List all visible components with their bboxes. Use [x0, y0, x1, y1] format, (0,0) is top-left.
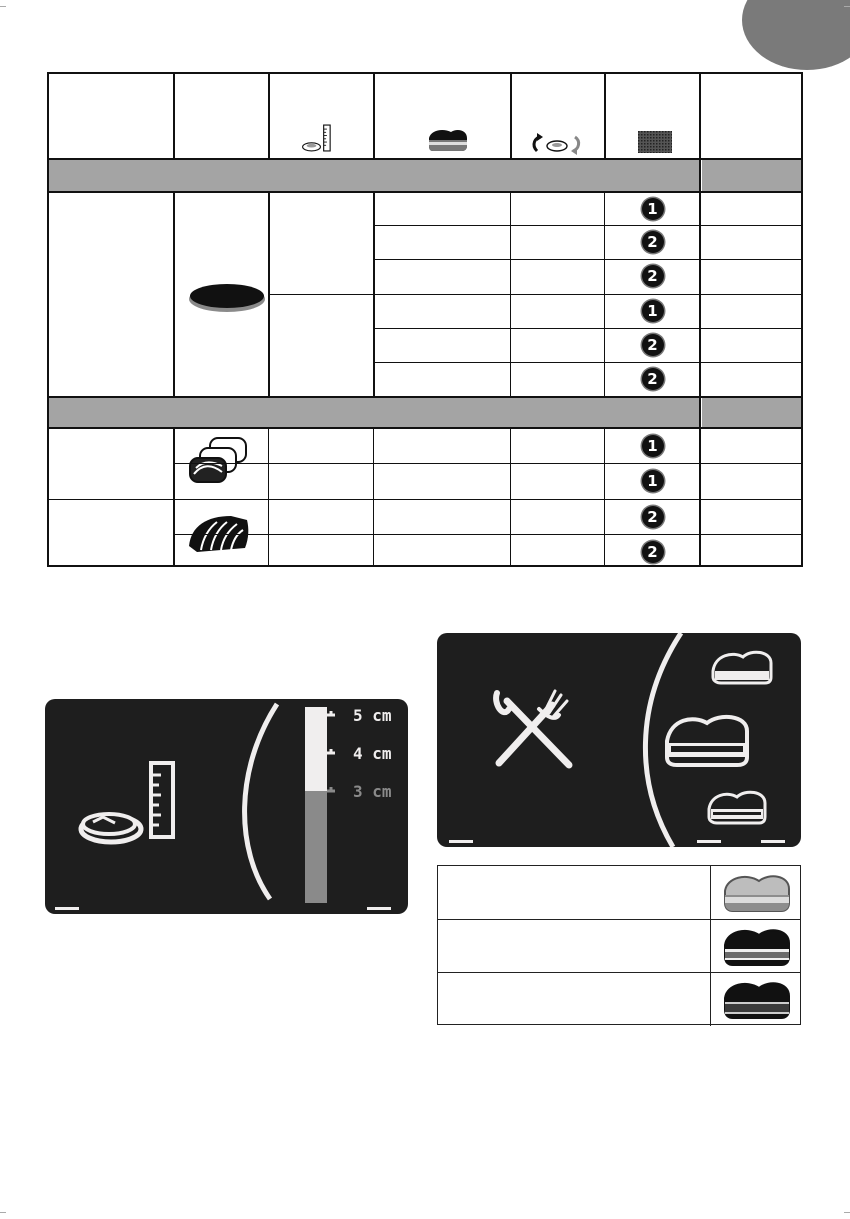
- plate-number-cell: [606, 463, 699, 498]
- turn-cell: [512, 328, 604, 362]
- medium-steak-icon: [667, 717, 747, 765]
- plate-number-cell: [606, 192, 699, 226]
- time-cell: [701, 259, 801, 293]
- thickness-cell: [270, 534, 373, 569]
- thickness-cell: [270, 192, 373, 226]
- time-cell: [701, 534, 801, 569]
- chapter-tab: [742, 0, 850, 70]
- doneness-cell: [375, 534, 510, 569]
- cooking-table: [47, 72, 803, 567]
- thickness-display: [45, 699, 408, 914]
- turn-cell: [512, 499, 604, 534]
- plate-number-badge: 2: [642, 334, 664, 356]
- plate-number-cell: [606, 259, 699, 293]
- doneness-cell: [375, 428, 510, 463]
- crop-mark: [844, 6, 850, 7]
- crop-mark: [0, 6, 6, 7]
- time-cell: [701, 192, 801, 226]
- turn-food-icon: [527, 130, 587, 158]
- doneness-cell: [375, 192, 510, 226]
- legend-row: [438, 866, 800, 919]
- turn-cell: [512, 428, 604, 463]
- crop-mark: [844, 1212, 850, 1213]
- plate-number-badge: 2: [642, 231, 664, 253]
- thickness-cell: [270, 428, 373, 463]
- well-done-steak-icon: [709, 792, 765, 823]
- plate-number-cell: [606, 294, 699, 328]
- level-4cm-label: 4 cm: [353, 744, 392, 763]
- level-5cm-label: 5 cm: [353, 706, 392, 725]
- time-cell: [701, 499, 801, 534]
- plate-number-cell: [606, 534, 699, 569]
- steak-medium-icon: [710, 920, 802, 973]
- plate-number-badge: 2: [642, 368, 664, 390]
- plate-number-cell: [606, 362, 699, 396]
- legend-row: [438, 972, 800, 1026]
- plate-number-badge: 2: [642, 541, 664, 563]
- time-cell: [701, 428, 801, 463]
- time-cell: [701, 463, 801, 498]
- time-cell: [701, 328, 801, 362]
- section-bar-2-right: [702, 398, 803, 428]
- steak-rare-icon: [710, 866, 802, 919]
- plate-number-badge: 1: [642, 198, 664, 220]
- thickness-cell: [270, 328, 373, 362]
- doneness-cell: [375, 362, 510, 396]
- turn-cell: [512, 534, 604, 569]
- plate-icon: [637, 130, 673, 154]
- plate-number-badge: 2: [642, 506, 664, 528]
- steak-ruler-icon: [81, 763, 173, 842]
- doneness-cell: [375, 225, 510, 259]
- steak-well-done-icon: [710, 973, 802, 1026]
- doneness-cell: [375, 294, 510, 328]
- thickness-cell: [270, 463, 373, 498]
- turn-cell: [512, 294, 604, 328]
- turn-cell: [512, 362, 604, 396]
- level-3cm-label: 3 cm: [353, 782, 392, 801]
- fish-fillet-icon: [184, 502, 254, 564]
- doneness-cell: [375, 499, 510, 534]
- thickness-cell: [270, 499, 373, 534]
- legend-row: [438, 919, 800, 973]
- turn-cell: [512, 463, 604, 498]
- rare-steak-icon: [713, 652, 771, 683]
- turn-cell: [512, 225, 604, 259]
- doneness-legend: [437, 865, 801, 1025]
- legend-text: [448, 973, 708, 1026]
- thickness-cell: [270, 225, 373, 259]
- doneness-cell: [375, 328, 510, 362]
- plate-number-badge: 1: [642, 435, 664, 457]
- thickness-icon: [301, 118, 335, 158]
- doneness-cell: [375, 259, 510, 293]
- plate-number-cell: [606, 499, 699, 534]
- legend-text: [448, 866, 708, 919]
- legend-text: [448, 920, 708, 973]
- time-cell: [701, 294, 801, 328]
- thickness-cell: [270, 294, 373, 328]
- fork-knife-icon: [496, 691, 569, 765]
- crop-mark: [0, 1212, 6, 1213]
- doneness-cell: [375, 463, 510, 498]
- time-cell: [701, 225, 801, 259]
- doneness-icon: [422, 124, 474, 156]
- section-bar-2: [47, 398, 699, 428]
- section-bar-1: [47, 159, 699, 192]
- time-cell: [701, 362, 801, 396]
- thickness-cell: [270, 259, 373, 293]
- plate-number-badge: 2: [642, 265, 664, 287]
- plate-number-cell: [606, 428, 699, 463]
- plate-number-cell: [606, 328, 699, 362]
- doneness-display: [437, 633, 801, 847]
- turn-cell: [512, 259, 604, 293]
- section-bar-1-right: [702, 159, 803, 192]
- meat-shape-icon: [177, 267, 277, 327]
- plate-number-cell: [606, 225, 699, 259]
- turn-cell: [512, 192, 604, 226]
- thickness-cell: [270, 362, 373, 396]
- plate-number-badge: 1: [642, 470, 664, 492]
- plate-number-badge: 1: [642, 300, 664, 322]
